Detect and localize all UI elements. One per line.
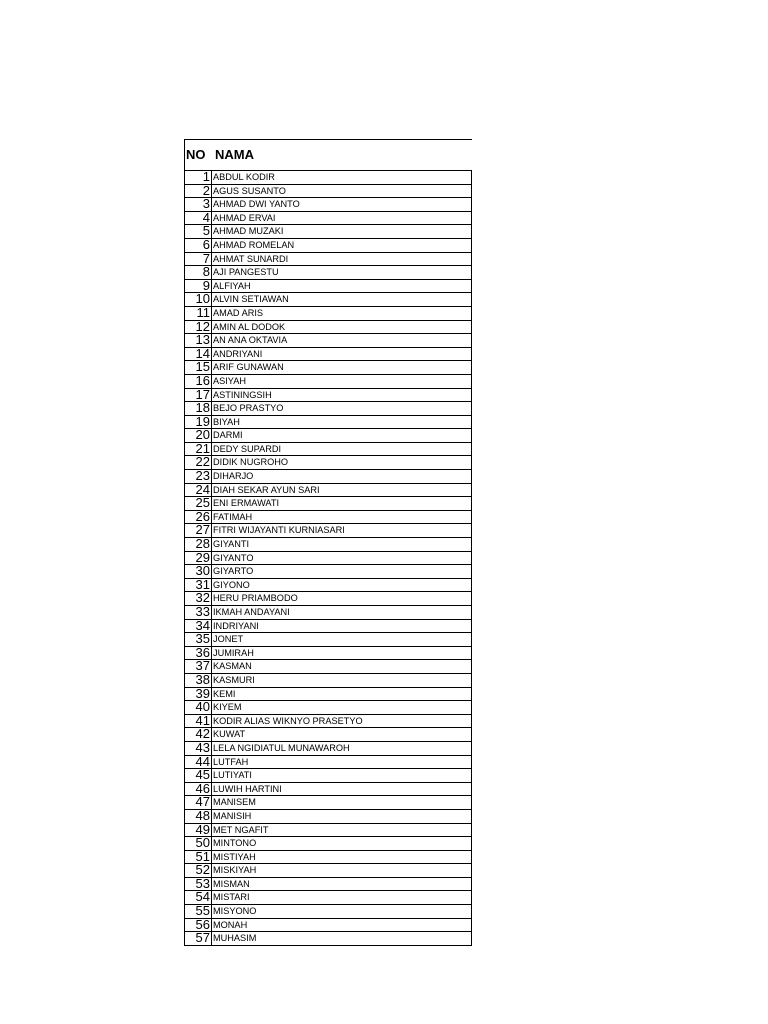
table-row bbox=[184, 429, 472, 443]
row-number-cell: 52 bbox=[184, 864, 212, 877]
row-number-cell: 28 bbox=[184, 538, 212, 551]
table-row bbox=[184, 375, 472, 389]
header-no: NO bbox=[186, 147, 206, 162]
name-cell: LUTFAH bbox=[212, 756, 472, 769]
row-number-cell: 33 bbox=[184, 606, 212, 619]
row-number-cell: 5 bbox=[184, 225, 212, 238]
table-row bbox=[184, 742, 472, 756]
table-row bbox=[184, 647, 472, 661]
table-row bbox=[184, 660, 472, 674]
row-number-cell: 40 bbox=[184, 701, 212, 714]
table-row bbox=[184, 225, 472, 239]
name-cell: JONET bbox=[212, 633, 472, 646]
table-row bbox=[184, 565, 472, 579]
name-cell: GIYONO bbox=[212, 579, 472, 592]
table-row bbox=[184, 185, 472, 199]
table-row bbox=[184, 592, 472, 606]
row-number-cell: 36 bbox=[184, 647, 212, 660]
name-cell: KASMAN bbox=[212, 660, 472, 673]
name-cell: KUWAT bbox=[212, 728, 472, 741]
table-row bbox=[184, 728, 472, 742]
table-row bbox=[184, 701, 472, 715]
name-cell: GIYARTO bbox=[212, 565, 472, 578]
row-number-cell: 31 bbox=[184, 579, 212, 592]
table-row bbox=[184, 334, 472, 348]
row-number-cell: 46 bbox=[184, 783, 212, 796]
name-cell: JUMIRAH bbox=[212, 647, 472, 660]
name-cell: DEDY SUPARDI bbox=[212, 443, 472, 456]
name-cell: FATIMAH bbox=[212, 511, 472, 524]
row-number-cell: 16 bbox=[184, 375, 212, 388]
row-number-cell: 44 bbox=[184, 756, 212, 769]
name-list-table bbox=[184, 139, 472, 946]
table-row bbox=[184, 891, 472, 905]
table-row bbox=[184, 511, 472, 525]
row-number-cell: 50 bbox=[184, 837, 212, 850]
name-cell: AHMAD MUZAKI bbox=[212, 225, 472, 238]
row-number-cell: 55 bbox=[184, 905, 212, 918]
name-cell: AHMAD ERVAI bbox=[212, 212, 472, 225]
name-cell: AHMAD ROMELAN bbox=[212, 239, 472, 252]
table-row bbox=[184, 715, 472, 729]
table-row bbox=[184, 674, 472, 688]
name-cell: DARMI bbox=[212, 429, 472, 442]
name-cell: AMIN AL DODOK bbox=[212, 321, 472, 334]
header-nama: NAMA bbox=[215, 147, 254, 162]
name-cell: AN ANA OKTAVIA bbox=[212, 334, 472, 347]
table-row bbox=[184, 756, 472, 770]
row-number-cell: 4 bbox=[184, 212, 212, 225]
name-cell: DIHARJO bbox=[212, 470, 472, 483]
row-number-cell: 37 bbox=[184, 660, 212, 673]
name-cell: ENI ERMAWATI bbox=[212, 497, 472, 510]
row-number-cell: 53 bbox=[184, 878, 212, 891]
name-cell: ARIF GUNAWAN bbox=[212, 361, 472, 374]
row-number-cell: 17 bbox=[184, 389, 212, 402]
row-number-cell: 56 bbox=[184, 919, 212, 932]
row-number-cell: 12 bbox=[184, 321, 212, 334]
name-cell: KIYEM bbox=[212, 701, 472, 714]
table-row bbox=[184, 402, 472, 416]
name-cell: IKMAH ANDAYANI bbox=[212, 606, 472, 619]
row-number-cell: 32 bbox=[184, 592, 212, 605]
row-number-cell: 42 bbox=[184, 728, 212, 741]
table-row bbox=[184, 198, 472, 212]
row-number-cell: 54 bbox=[184, 891, 212, 904]
row-number-cell: 10 bbox=[184, 293, 212, 306]
table-row bbox=[184, 293, 472, 307]
row-number-cell: 49 bbox=[184, 824, 212, 837]
table-row bbox=[184, 389, 472, 403]
table-row bbox=[184, 212, 472, 226]
table-row bbox=[184, 620, 472, 634]
row-number-cell: 9 bbox=[184, 280, 212, 293]
name-cell: FITRI WIJAYANTI KURNIASARI bbox=[212, 524, 472, 537]
name-cell: MISYONO bbox=[212, 905, 472, 918]
name-cell: LELA NGIDIATUL MUNAWAROH bbox=[212, 742, 472, 755]
table-row bbox=[184, 878, 472, 892]
table-row bbox=[184, 932, 472, 946]
table-row bbox=[184, 783, 472, 797]
row-number-cell: 43 bbox=[184, 742, 212, 755]
name-cell: MISKIYAH bbox=[212, 864, 472, 877]
row-number-cell: 29 bbox=[184, 552, 212, 565]
row-number-cell: 47 bbox=[184, 796, 212, 809]
name-cell: MET NGAFIT bbox=[212, 824, 472, 837]
table-body bbox=[184, 171, 472, 946]
row-number-cell: 48 bbox=[184, 810, 212, 823]
table-row bbox=[184, 824, 472, 838]
name-cell: INDRIYANI bbox=[212, 620, 472, 633]
table-row bbox=[184, 443, 472, 457]
table-row bbox=[184, 688, 472, 702]
table-row bbox=[184, 538, 472, 552]
row-number-cell: 15 bbox=[184, 361, 212, 374]
row-number-cell: 45 bbox=[184, 769, 212, 782]
row-number-cell: 34 bbox=[184, 620, 212, 633]
name-cell: KODIR ALIAS WIKNYO PRASETYO bbox=[212, 715, 472, 728]
row-number-cell: 30 bbox=[184, 565, 212, 578]
table-row bbox=[184, 497, 472, 511]
table-row bbox=[184, 864, 472, 878]
name-cell: MISTIYAH bbox=[212, 851, 472, 864]
row-number-cell: 20 bbox=[184, 429, 212, 442]
table-row bbox=[184, 484, 472, 498]
row-number-cell: 6 bbox=[184, 239, 212, 252]
table-header-row bbox=[184, 140, 472, 171]
name-cell: ANDRIYANI bbox=[212, 348, 472, 361]
row-number-cell: 14 bbox=[184, 348, 212, 361]
name-cell: MANISEM bbox=[212, 796, 472, 809]
name-cell: BEJO PRASTYO bbox=[212, 402, 472, 415]
row-number-cell: 25 bbox=[184, 497, 212, 510]
row-number-cell: 19 bbox=[184, 416, 212, 429]
name-cell: AJI PANGESTU bbox=[212, 266, 472, 279]
row-number-cell: 21 bbox=[184, 443, 212, 456]
row-number-cell: 51 bbox=[184, 851, 212, 864]
name-cell: AHMAT SUNARDI bbox=[212, 253, 472, 266]
name-cell: MISTARI bbox=[212, 891, 472, 904]
table-row bbox=[184, 905, 472, 919]
name-cell: DIDIK NUGROHO bbox=[212, 456, 472, 469]
name-cell: MUHASIM bbox=[212, 932, 472, 945]
table-row bbox=[184, 307, 472, 321]
table-row bbox=[184, 524, 472, 538]
table-row bbox=[184, 579, 472, 593]
table-row bbox=[184, 361, 472, 375]
table-row bbox=[184, 796, 472, 810]
table-row bbox=[184, 280, 472, 294]
row-number-cell: 1 bbox=[184, 171, 212, 184]
row-number-cell: 13 bbox=[184, 334, 212, 347]
table-row bbox=[184, 416, 472, 430]
table-row bbox=[184, 837, 472, 851]
table-row bbox=[184, 470, 472, 484]
row-number-cell: 35 bbox=[184, 633, 212, 646]
row-number-cell: 18 bbox=[184, 402, 212, 415]
row-number-cell: 11 bbox=[184, 307, 212, 320]
name-cell: AHMAD DWI YANTO bbox=[212, 198, 472, 211]
table-row bbox=[184, 266, 472, 280]
name-cell: MINTONO bbox=[212, 837, 472, 850]
table-row bbox=[184, 810, 472, 824]
table-row bbox=[184, 456, 472, 470]
table-row bbox=[184, 171, 472, 185]
row-number-cell: 41 bbox=[184, 715, 212, 728]
name-cell: GIYANTI bbox=[212, 538, 472, 551]
name-cell: MANISIH bbox=[212, 810, 472, 823]
name-cell: AMAD ARIS bbox=[212, 307, 472, 320]
table-row bbox=[184, 321, 472, 335]
name-cell: ABDUL KODIR bbox=[212, 171, 472, 184]
row-number-cell: 2 bbox=[184, 185, 212, 198]
row-number-cell: 26 bbox=[184, 511, 212, 524]
row-number-cell: 27 bbox=[184, 524, 212, 537]
table-row bbox=[184, 348, 472, 362]
name-cell: MONAH bbox=[212, 919, 472, 932]
table-row bbox=[184, 552, 472, 566]
row-number-cell: 7 bbox=[184, 253, 212, 266]
row-number-cell: 23 bbox=[184, 470, 212, 483]
row-number-cell: 38 bbox=[184, 674, 212, 687]
table-row bbox=[184, 606, 472, 620]
row-number-cell: 22 bbox=[184, 456, 212, 469]
name-cell: HERU PRIAMBODO bbox=[212, 592, 472, 605]
table-row bbox=[184, 239, 472, 253]
name-cell: KEMI bbox=[212, 688, 472, 701]
name-cell: LUTIYATI bbox=[212, 769, 472, 782]
table-row bbox=[184, 919, 472, 933]
name-cell: BIYAH bbox=[212, 416, 472, 429]
name-cell: ALVIN SETIAWAN bbox=[212, 293, 472, 306]
name-cell: GIYANTO bbox=[212, 552, 472, 565]
name-cell: KASMURI bbox=[212, 674, 472, 687]
name-cell: DIAH SEKAR AYUN SARI bbox=[212, 484, 472, 497]
name-cell: ASTININGSIH bbox=[212, 389, 472, 402]
name-cell: ASIYAH bbox=[212, 375, 472, 388]
table-row bbox=[184, 851, 472, 865]
table-row bbox=[184, 633, 472, 647]
row-number-cell: 57 bbox=[184, 932, 212, 945]
row-number-cell: 8 bbox=[184, 266, 212, 279]
name-cell: LUWIH HARTINI bbox=[212, 783, 472, 796]
name-cell: AGUS SUSANTO bbox=[212, 185, 472, 198]
table-row bbox=[184, 253, 472, 267]
name-cell: ALFIYAH bbox=[212, 280, 472, 293]
name-cell: MISMAN bbox=[212, 878, 472, 891]
row-number-cell: 3 bbox=[184, 198, 212, 211]
row-number-cell: 39 bbox=[184, 688, 212, 701]
table-row bbox=[184, 769, 472, 783]
row-number-cell: 24 bbox=[184, 484, 212, 497]
